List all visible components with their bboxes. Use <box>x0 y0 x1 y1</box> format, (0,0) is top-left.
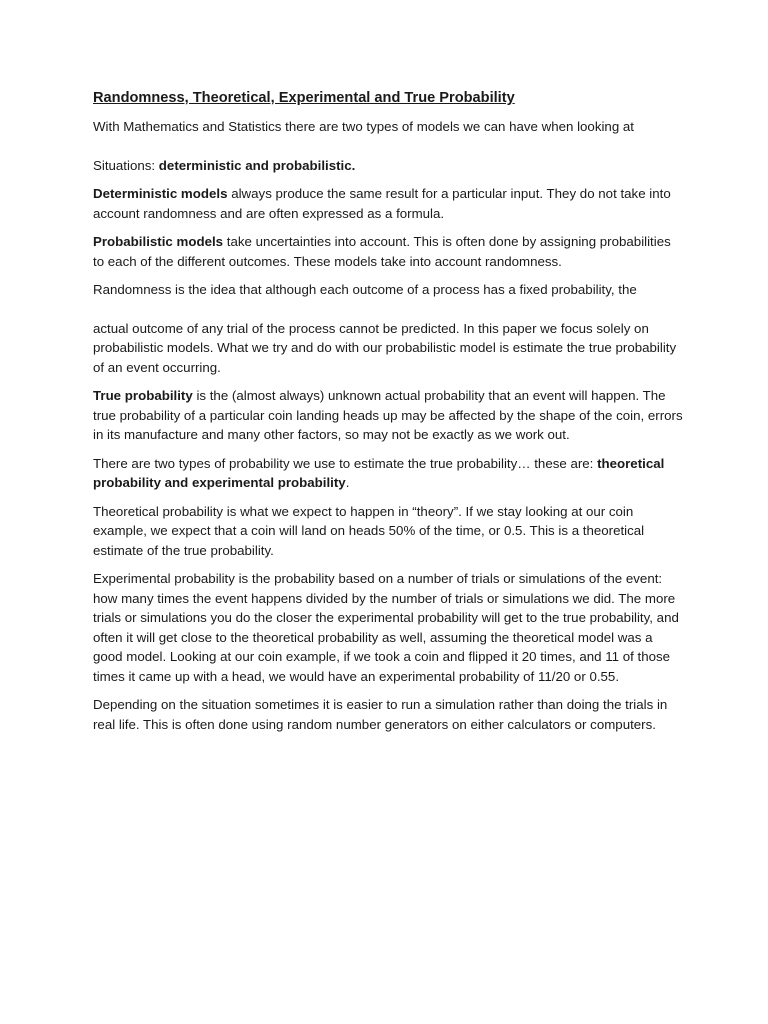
types-bold: theoretical probability and experimental probability <box>93 455 665 490</box>
randomness-paragraph: Randomness is the idea that although each outcome of a process has a fixed probability, the <box>93 282 637 297</box>
probabilistic-text: take uncertainties into account. This is often done by assigning probabilities to each of the different outcomes. These models take into account randomness. <box>93 234 671 269</box>
situations-prefix: Situations: <box>93 157 159 173</box>
document-title: Randomness, Theoretical, Experimental and True Probability <box>93 90 515 106</box>
deterministic-paragraph <box>93 184 683 223</box>
true-probability-text: is the (almost always) unknown actual probability that an event will happen. The true probability of a particular coin landing heads up may be affected by the shape of the coin, errors in its manufacture and many other factors, so may not be exactly as we work out. <box>93 388 683 442</box>
deterministic-text: always produce the same result for a particular input. They do not take into account randomness and are often expressed as a formula. <box>93 186 671 221</box>
probabilistic-term: Probabilistic models <box>93 234 224 249</box>
simulation-paragraph: Depending on the situation sometimes it is easier to run a simulation rather than doing the trials in real life. This is often done using random number generators on either calculators or computers. <box>93 697 668 732</box>
deterministic-term: Deterministic models <box>93 186 228 201</box>
theoretical-paragraph: Theoretical probability is what we expect to happen in “theory”. If we stay looking at our coin example, we expect that a coin will land on heads 50% of the time, or 0.5. This is a theoretical estimate of the true probability. <box>93 503 645 558</box>
document-page <box>93 88 683 743</box>
intro-paragraph: With Mathematics and Statistics there are two types of models we can have when looking at <box>93 119 635 134</box>
situations-bold: deterministic and probabilistic. <box>158 157 356 173</box>
probabilistic-paragraph <box>93 232 683 271</box>
situations-paragraph <box>93 156 683 176</box>
true-probability-paragraph <box>93 386 683 445</box>
types-end: . <box>345 475 350 490</box>
types-paragraph <box>93 454 683 493</box>
true-probability-term: True probability <box>93 388 193 403</box>
experimental-paragraph: Experimental probability is the probability based on a number of trials or simulations of the event: how many times the event happens divided by the number of trials or simulations we did. The more trials or simulations you do the closer the experimental probability will get to the true probability, and often it will get close to the theoretical probability as well, assuming the theoretical model was a good model. Looking at our coin example, if we took a coin and flipped it 20 times, and 11 of those times it came up with a head, we would have an experimental probability of 11/20 or 0.55. <box>93 571 679 684</box>
outcome-paragraph: actual outcome of any trial of the process cannot be predicted. In this paper we focus solely on probabilistic models. What we try and do with our probabilistic model is estimate the true probability of an event occurring. <box>93 320 677 375</box>
types-text: There are two types of probability we use to estimate the true probability… these are: <box>93 455 598 471</box>
